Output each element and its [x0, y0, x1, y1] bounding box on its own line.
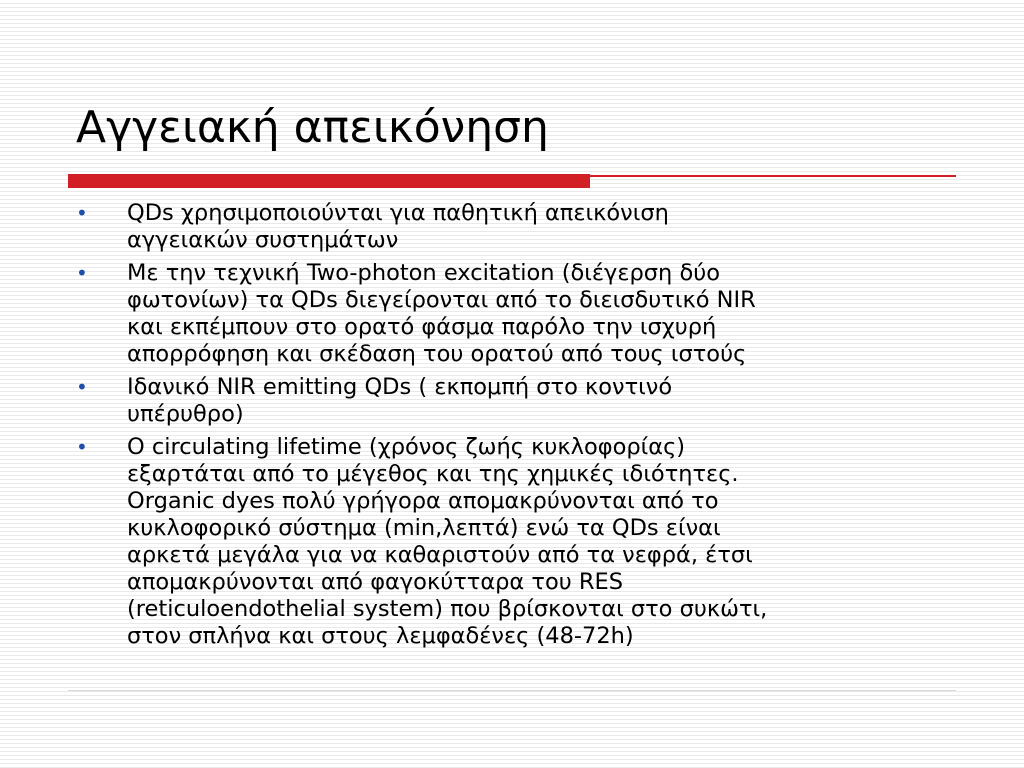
- bullet-line: (reticuloendothelial system) που βρίσκονται στο συκώτι,: [127, 596, 768, 622]
- bullet-line: αγγειακών συστημάτων: [127, 227, 399, 253]
- title-underline-bar: [68, 174, 590, 188]
- bullet-line: αρκετά μεγάλα για να καθαριστούν από τα νεφρά, έτσι: [127, 542, 753, 568]
- bullet-icon: •: [76, 435, 88, 459]
- bullet-item: [76, 374, 956, 428]
- title-underline-line: [590, 175, 956, 177]
- bullet-line: φωτονίων) τα QDs διεγείρονται από το διεισδυτικό NIR: [127, 287, 756, 313]
- bullet-line: Με την τεχνική Two-photon excitation (διέγερση δύο: [127, 260, 720, 286]
- bullet-icon: •: [76, 261, 88, 285]
- bullet-line: QDs χρησιμοποιούνται για παθητική απεικόνιση: [127, 200, 669, 226]
- slide-title: Αγγειακή απεικόνηση: [76, 102, 549, 153]
- title-underline: [68, 174, 956, 188]
- footer-divider: [68, 690, 956, 691]
- bullet-line: στον σπλήνα και στους λεμφαδένες (48-72h): [127, 623, 634, 649]
- bullet-item: [76, 200, 956, 254]
- bullet-line: υπέρυθρο): [127, 401, 244, 427]
- bullet-line: εξαρτάται από το μέγεθος και της χημικές ιδιότητες.: [127, 461, 739, 487]
- bullet-line: O circulating lifetime (χρόνος ζωής κυκλοφορίας): [127, 434, 686, 460]
- bullet-line: Ιδανικό NIR emitting QDs ( εκπομπή στο κοντινό: [127, 374, 673, 400]
- bullet-line: κυκλοφορικό σύστημα (min,λεπτά) ενώ τα QDs είναι: [127, 515, 721, 541]
- bullet-line: απομακρύνονται από φαγοκύτταρα του RES: [127, 569, 624, 595]
- bullet-item: [76, 260, 956, 368]
- bullet-list: [76, 200, 956, 656]
- bullet-icon: •: [76, 201, 88, 225]
- bullet-line: και εκπέμπουν στο ορατό φάσμα παρόλο την ισχυρή: [127, 314, 717, 340]
- bullet-item: [76, 434, 956, 650]
- bullet-icon: •: [76, 375, 88, 399]
- bullet-line: απορρόφηση και σκέδαση του ορατού από τους ιστούς: [127, 341, 747, 367]
- bullet-line: Organic dyes πολύ γρήγορα απομακρύνονται από το: [127, 488, 719, 514]
